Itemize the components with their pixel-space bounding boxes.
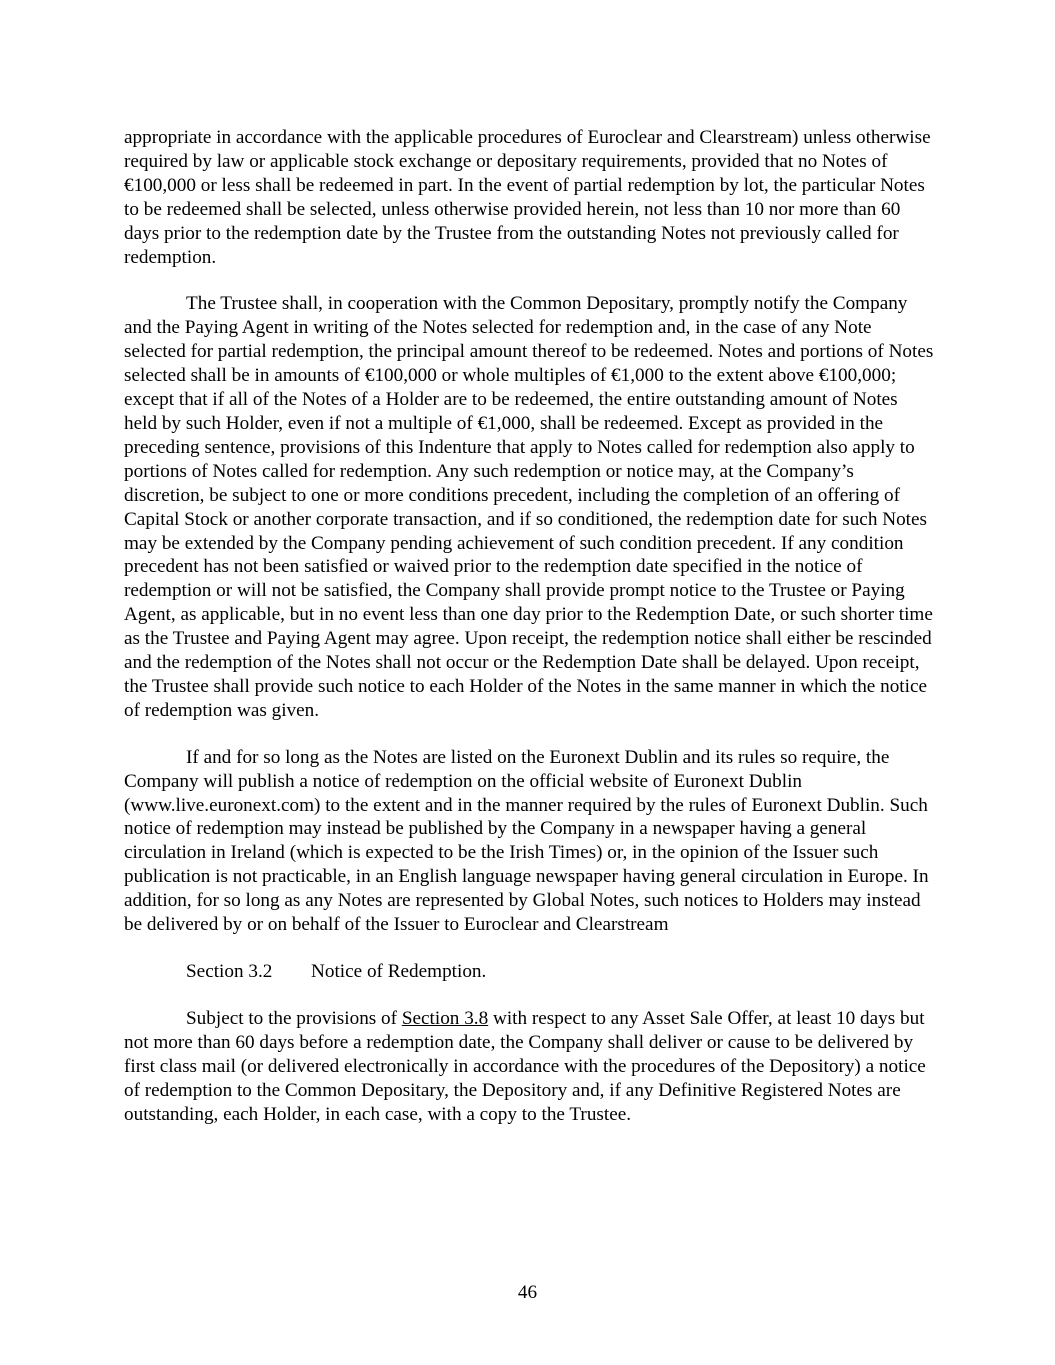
- paragraph-notice-of-redemption: [124, 1007, 934, 1127]
- page-number: 46: [517, 1282, 538, 1303]
- paragraph-trustee-notification: The Trustee shall, in cooperation with the Common Depositary, promptly notify the Company and the Paying Agent in writing of the Notes selected for redemption and, in the case of any Note selected for partial redemption, the principal amount thereof to be redeemed. Notes and portions of Notes selected shall be in amounts of €100,000 or whole multiples of €1,000 to the extent above €100,000; except that if all of the Notes of a Holder are to be redeemed, the entire outstanding amount of Notes held by such Holder, even if not a multiple of €1,000, shall be redeemed. Except as provided in the preceding sentence, provisions of this Indenture that apply to Notes called for redemption also apply to portions of Notes called for redemption. Any such redemption or notice may, at the Company’s discretion, be subject to one or more conditions precedent, including the completion of an offering of Capital Stock or another corporate transaction, and if so conditioned, the redemption date for such Notes may be extended by the Company pending achievement of such condition precedent. If any condition precedent has not been satisfied or waived prior to the redemption date specified in the notice of redemption or will not be satisfied, the Company shall provide prompt notice to the Trustee or Paying Agent, as applicable, but in no event less than one day prior to the Redemption Date, or such shorter time as the Trustee and Paying Agent may agree. Upon receipt, the redemption notice shall either be rescinded and the redemption of the Notes shall not occur or the Redemption Date shall be delayed. Upon receipt, the Trustee shall provide such notice to each Holder of the Notes in the same manner in which the notice of redemption was given.: [124, 293, 934, 721]
- section-number: Section 3.2: [186, 961, 273, 982]
- paragraph-text-after-ref: with respect to any Asset Sale Offer, at least 10 days but not more than 60 days before a redemption date, the Company shall deliver or cause to be delivered by first class mail (or delivered electronically in accordance with the procedures of the Depository) a notice of redemption to the Common Depositary, the Depository and, if any Definitive Registered Notes are outstanding, each Holder, in each case, with a copy to the Trustee.: [124, 1007, 926, 1125]
- paragraph-text-before-ref: Subject to the provisions of: [186, 1007, 402, 1029]
- section-3-8-link[interactable]: Section 3.8: [401, 1007, 489, 1029]
- section-title: Notice of Redemption.: [311, 961, 487, 982]
- paragraph-euronext-publication: If and for so long as the Notes are listed on the Euronext Dublin and its rules so require, the Company will publish a notice of redemption on the official website of Euronext Dublin (www.live.euronext.com) to the extent and in the manner required by the rules of Euronext Dublin. Such notice of redemption may instead be published by the Company in a newspaper having a general circulation in Ireland (which is expected to be the Irish Times) or, in the opinion of the Issuer such publication is not practicable, in an English language newspaper having general circulation in Europe. In addition, for so long as any Notes are represented by Global Notes, such notices to Holders may instead be delivered by or on behalf of the Issuer to Euroclear and Clearstream: [124, 746, 929, 936]
- section-heading: [186, 960, 934, 984]
- document-page: [124, 126, 934, 1149]
- paragraph-continued-redemption-selection: appropriate in accordance with the applicable procedures of Euroclear and Clearstream) unless otherwise required by law or applicable stock exchange or depositary requirements, provided that no Notes of €100,000 or less shall be redeemed in part. In the event of partial redemption by lot, the particular Notes to be redeemed shall be selected, unless otherwise provided herein, not less than 10 nor more than 60 days prior to the redemption date by the Trustee from the outstanding Notes not previously called for redemption.: [124, 127, 931, 268]
